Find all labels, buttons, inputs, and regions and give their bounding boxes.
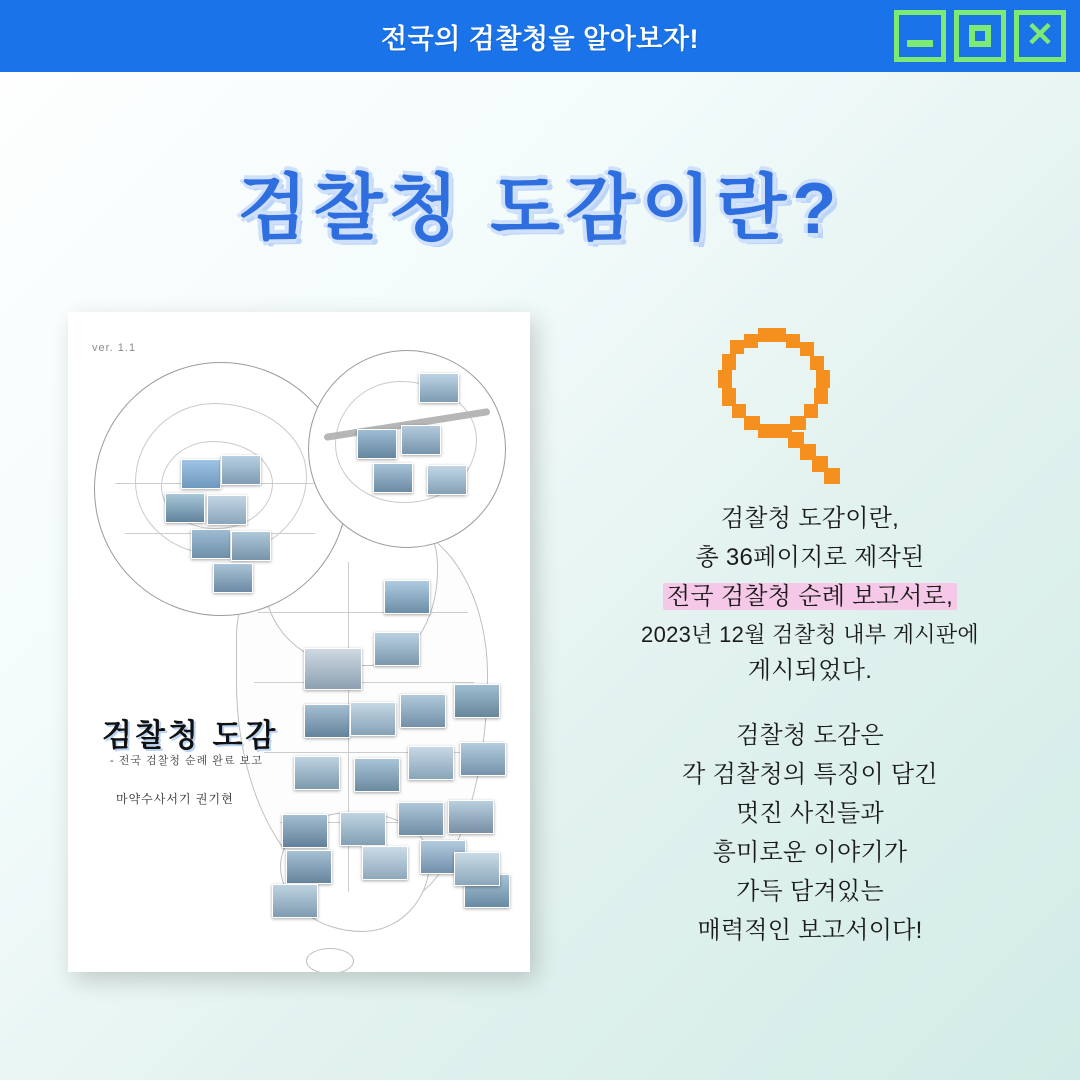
map-border-line <box>254 682 474 683</box>
page-title: 검찰청 도감이란? <box>237 169 843 249</box>
description-line: 흥미로운 이야기가 <box>712 838 908 866</box>
map-photo-thumb <box>207 495 247 525</box>
window-title-bar <box>0 0 1080 72</box>
map-photo-thumb <box>384 580 430 614</box>
cover-author: 마약수사서기 권기현 <box>116 792 234 806</box>
paragraph-spacer <box>560 691 1060 717</box>
map-photo-thumb <box>460 742 506 776</box>
description-line: 게시되었다. <box>747 657 873 685</box>
report-cover-image <box>68 312 530 972</box>
map-border-line <box>258 612 468 613</box>
map-photo-thumb <box>362 846 408 880</box>
map-photo-thumb <box>340 812 386 846</box>
cover-title: 검찰청 도감 <box>102 718 279 753</box>
map-zoom-metro <box>308 350 506 548</box>
window-controls <box>894 10 1066 62</box>
description-line: 총 36페이지로 제작된 <box>695 543 925 571</box>
map-photo-thumb <box>304 648 362 690</box>
map-photo-thumb <box>400 694 446 728</box>
description-line: 2023년 12월 검찰청 내부 게시판에 <box>641 621 979 647</box>
map-photo-thumb <box>221 455 261 485</box>
maximize-icon <box>969 25 991 47</box>
map-photo-thumb <box>272 884 318 918</box>
map-photo-thumb <box>454 852 500 886</box>
map-zoom-seoul <box>94 362 348 616</box>
map-photo-thumb <box>448 800 494 834</box>
map-photo-thumb <box>357 429 397 459</box>
map-photo-thumb <box>374 632 420 666</box>
map-photo-thumb <box>282 814 328 848</box>
description-line: 매력적인 보고서이다! <box>697 916 923 944</box>
map-photo-thumb <box>401 425 441 455</box>
map-photo-thumb <box>181 459 221 489</box>
description-line: 멋진 사진들과 <box>736 799 884 827</box>
map-photo-thumb <box>350 702 396 736</box>
magnifying-glass-icon <box>690 320 860 490</box>
description-text <box>560 500 1060 950</box>
map-photo-thumb <box>191 529 231 559</box>
map-photo-thumb <box>231 531 271 561</box>
map-photo-thumb <box>398 802 444 836</box>
map-photo-thumb <box>408 746 454 780</box>
korea-map-illustration <box>68 312 530 972</box>
map-photo-thumb <box>419 373 459 403</box>
map-jeju-island <box>306 948 354 972</box>
close-button[interactable] <box>1014 10 1066 62</box>
map-photo-thumb <box>427 465 467 495</box>
description-line: 가득 담겨있는 <box>736 877 884 905</box>
close-icon: ✕ <box>1025 15 1055 54</box>
description-line: 검찰청 도감은 <box>736 722 884 750</box>
map-photo-thumb <box>286 850 332 884</box>
map-photo-thumb <box>304 704 350 738</box>
maximize-button[interactable] <box>954 10 1006 62</box>
minimize-icon <box>907 40 933 47</box>
window-title: 전국의 검찰청을 알아보자! <box>381 23 699 54</box>
map-photo-thumb <box>354 758 400 792</box>
map-photo-thumb <box>454 684 500 718</box>
highlighted-text: 전국 검찰청 순례 보고서로, <box>663 583 957 610</box>
description-line: 각 검찰청의 특징이 담긴 <box>682 761 938 788</box>
cover-subtitle: - 전국 검찰청 순례 완료 보고 <box>110 755 263 767</box>
map-photo-thumb <box>294 756 340 790</box>
map-photo-thumb <box>213 563 253 593</box>
map-photo-thumb <box>373 463 413 493</box>
description-line: 검찰청 도감이란, <box>720 505 900 532</box>
minimize-button[interactable] <box>894 10 946 62</box>
cover-version-label: ver. 1.1 <box>92 342 137 354</box>
description-line-highlight <box>560 578 1060 617</box>
map-photo-thumb <box>165 493 205 523</box>
